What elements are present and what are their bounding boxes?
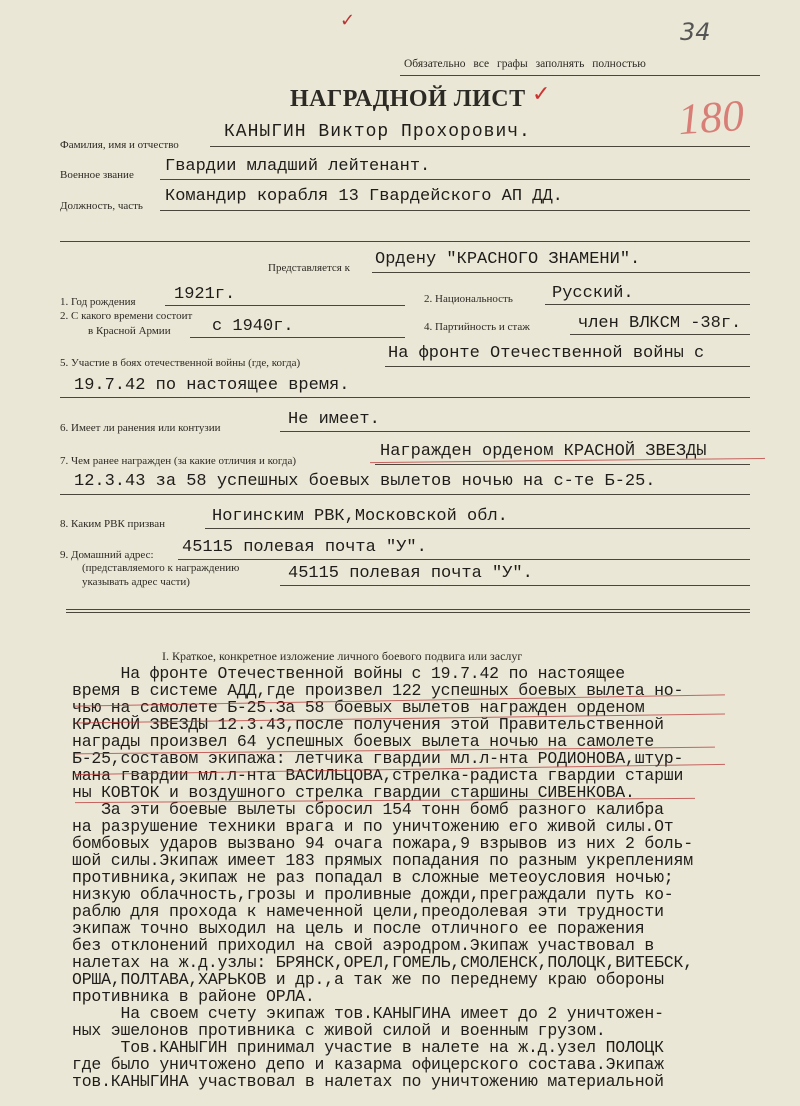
home-address-rule-1 [178,559,750,560]
body-line: экипаж точно выходил на цель и после отличного ее поражения [72,919,645,938]
red-ink-mark: 180 [676,90,746,145]
name-value: КАНЫГИН Виктор Прохорович. [224,122,531,142]
body-line: награды произвел 64 успешных боевых вылета ночью на самолете [72,732,655,751]
wounds-label: 6. Имеет ли ранения или контузии [60,422,221,434]
battles-value-1: На фронте Отечественной войны с [388,344,705,363]
home-address-value-2: 45115 полевая почта "У". [288,564,533,583]
body-line: без отклонений приходил на свой аэродром.Экипаж участвовал в [72,936,655,955]
birth-year-value: 1921г. [174,285,236,304]
body-line: бомбовых ударов вызвано 94 очага пожара,9 взрывов из них 2 боль- [72,834,693,853]
birth-year-rule [165,305,405,306]
battles-value-2: 19.7.42 по настоящее время. [74,376,350,395]
body-line: Б-25,составом экипажа: летчика гвардии мл.л-нта РОДИОНОВА,штур- [72,749,684,768]
body-line: противника,экипаж не раз попадал в сложные метеоусловия ночью; [72,868,674,887]
top-note: Обязательно все графы заполнять полностью [404,58,646,70]
page-number: 34 [680,18,711,46]
home-address-rule-2 [280,585,750,586]
service-since-rule [190,337,405,338]
presented-label: Представляется к [268,262,350,274]
top-note-rule [400,75,760,76]
body-line: ОРША,ПОЛТАВА,ХАРЬКОВ и др.,а так же по переднему краю обороны [72,970,664,989]
nationality-rule [545,304,750,305]
presented-rule [372,272,750,273]
previous-awards-value-1: Награжден орденом КРАСНОЙ ЗВЕЗДЫ [380,442,707,461]
red-check-mark: ✓ [532,82,551,107]
body-line: Тов.КАНЫГИН принимал участие в налете на ж.д.узел ПОЛОЦК [72,1038,664,1057]
party-rule [570,334,750,335]
party-value: член ВЛКСМ -38г. [578,314,742,333]
position-rule [160,210,750,211]
body-line: За эти боевые вылеты сбросил 154 тонн бомб разного калибра [72,800,664,819]
body-line: чью на самолете Б-25.За 58 боевых вылетов награжден орденом [72,698,645,717]
previous-awards-value-2: 12.3.43 за 58 успешных боевых вылетов ночью на с-те Б-25. [74,472,656,491]
rank-label: Военное звание [60,169,134,181]
document-title: НАГРАДНОЙ ЛИСТ [290,86,526,112]
presented-value: Ордену "КРАСНОГО ЗНАМЕНИ". [375,250,641,269]
body-line: ны КОВТОК и воздушного стрелка гвардии старшины СИВЕНКОВА. [72,783,635,802]
nationality-value: Русский. [552,284,634,303]
body-line: мана гвардии мл.л-нта ВАСИЛЬЦОВА,стрелка-радиста гвардии старши [72,766,684,785]
section-heading: I. Краткое, конкретное изложение личного боевого подвига или заслуг [162,649,523,663]
battles-rule-2 [60,397,750,398]
separator-line-2 [66,612,750,613]
body-line: тов.КАНЫГИНА участвовал в налетах по уничтожению материальной [72,1072,664,1091]
body-line: противника в районе ОРЛА. [72,987,315,1006]
body-line: ных эшелонов противника с живой силой и военным грузом. [72,1021,606,1040]
draft-office-rule [205,528,750,529]
home-address-label: 9. Домашний адрес: [60,549,154,561]
service-since-label-2: в Красной Армии [88,325,171,337]
position-rule-2 [60,241,750,242]
battles-label: 5. Участие в боях отечественной войны (где, когда) [60,357,301,369]
home-address-note-2: указывать адрес части) [82,576,190,588]
pencil-check-mark: ✓ [340,10,356,31]
body-line: налетах на ж.д.узлы: БРЯНСК,ОРЕЛ,ГОМЕЛЬ,СМОЛЕНСК,ПОЛОЦК,ВИТЕБСК, [72,953,693,972]
body-line: на разрушение техники врага и по уничтожению его живой силы.От [72,817,674,836]
home-address-note-1: (представляемого к награждению [82,562,240,574]
body-line: где было уничтожено депо и казарма офицерского состава.Экипаж [72,1055,664,1074]
body-line: На фронте Отечественной войны с 19.7.42 по настоящее [72,664,625,683]
birth-year-label: 1. Год рождения [60,296,136,308]
body-line: На своем счету экипаж тов.КАНЫГИНА имеет до 2 уничтожен- [72,1004,664,1023]
name-rule [210,146,750,147]
draft-office-label: 8. Каким РВК призван [60,518,165,530]
rank-value: Гвардии младший лейтенант. [165,157,431,176]
service-since-label-1: 2. С какого времени состоит [60,310,193,322]
service-since-value: с 1940г. [212,317,294,336]
position-label: Должность, часть [60,200,143,212]
body-line: шой силы.Экипаж имеет 183 прямых попадания по разным укреплениям [72,851,693,870]
nationality-label: 2. Национальность [424,293,513,305]
separator-line-1 [66,609,750,610]
previous-awards-rule-2 [60,494,750,495]
body-line: низкую облачность,грозы и проливные дожди,преграждали путь ко- [72,885,674,904]
wounds-rule [280,431,750,432]
name-label: Фамилия, имя и отчество [60,139,179,151]
party-label: 4. Партийность и стаж [424,321,530,333]
body-line: КРАСНОЙ ЗВЕЗДЫ 12.3.43,после получения этой Правительственной [72,715,664,734]
draft-office-value: Ногинским РВК,Московской обл. [212,507,508,526]
rank-rule [160,179,750,180]
previous-awards-label: 7. Чем ранее награжден (за какие отличия и когда) [60,455,296,467]
home-address-value-1: 45115 полевая почта "У". [182,538,427,557]
previous-awards-rule-1 [375,464,750,465]
body-line: раблю для прохода к намеченной цели,преодолевая эти трудности [72,902,664,921]
position-value: Командир корабля 13 Гвардейского АП ДД. [165,187,563,206]
wounds-value: Не имеет. [288,410,380,429]
body-line: время в системе АДД,где произвел 122 успешных боевых вылета но- [72,681,684,700]
battles-rule-1 [385,366,750,367]
